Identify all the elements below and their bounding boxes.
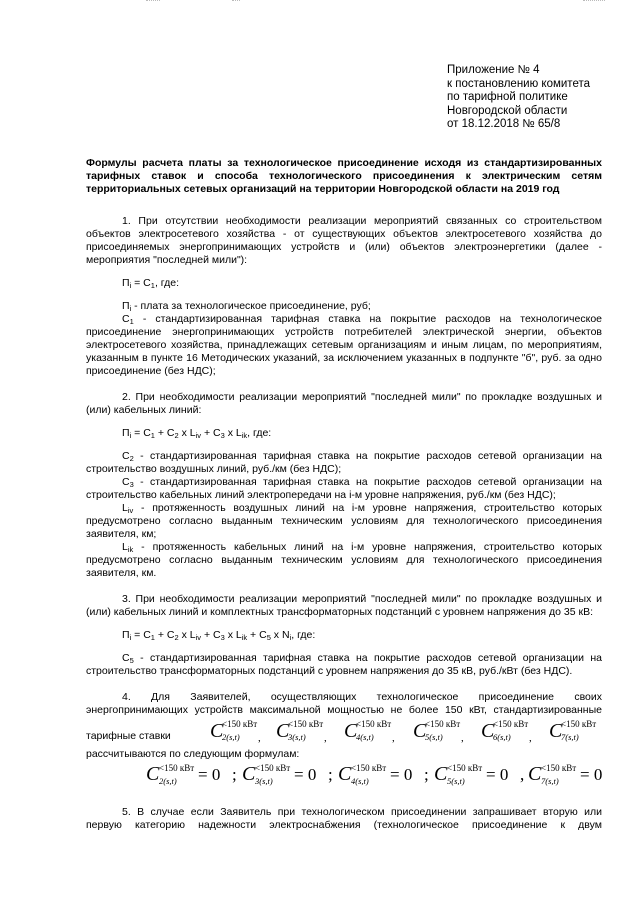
appendix-line: Новгородской области: [447, 104, 568, 117]
tariff-rates-row: [86, 720, 602, 748]
scan-top-marks: [0, 0, 640, 4]
formula-c7-zero: С <150 кВт 7(s,t) = 0: [528, 763, 603, 786]
definition-c5: $С_5$ - стандартизированная тарифная ставка на покрытие расходов сетевой организации на строительство трансформаторных подстанций с уровнем напряжения до 35 кВ, руб./кВт (без НДС).: [86, 652, 602, 677]
appendix-line: к постановлению комитета: [447, 77, 590, 90]
formula-c5-zero: С <150 кВт 5(s,t) = 0 ,: [434, 763, 525, 786]
formula-c3-zero: С <150 кВт 3(s,t) = 0 ;: [242, 763, 333, 786]
definition-c3: $С_3$ - стандартизированная тарифная ставка на покрытие расходов сетевой организации на строительство кабельных линий электропередачи на i-м уровне напряжения, руб./км (без НДС);: [86, 476, 602, 501]
appendix-line: Приложение № 4: [447, 64, 540, 76]
formula-3: $П_i = С_1 + С_2$ x $L_{iv} + С_3$ x $L_{ik} + С_5$ x $N_i$, где:: [122, 629, 316, 642]
tariff-c2-symbol: С <150 кВт 2(s,t) ,: [210, 719, 261, 744]
definition-c1: $С_1$ - стандартизированная тарифная ставка на покрытие расходов на технологическое присоединение энергопринимающих устройств потребителей электрической энергии, объектов электросетевого хозяйства, принадлежащих сетевым организациям и иным лицам, по мероприятиям, указанным в пункте 16 Методических указаний, за исключением указанных в подпункте "б", руб. за одно присоединение (без НДС);: [86, 313, 602, 377]
document-title: Формулы расчета платы за технологическое присоединение исходя из стандартизированных тарифных ставок и способа технологического присоединения к электрическим сетям территориальных сетевых организаций на территории Новгородской области на 2019 год: [86, 157, 602, 196]
definition-liv: $L_{iv}$ - протяженность воздушных линий на i-м уровне напряжения, строительство которых предусмотрено согласно выданным техническим условиям для технологического присоединения заявителя, км;: [86, 502, 602, 540]
tariff-rates-label: тарифные ставки: [86, 730, 171, 742]
appendix-line: по тарифной политике: [447, 91, 568, 103]
definition-lik: $L_{ik}$ - протяженность кабельных линий на i-м уровне напряжения, строительство которых предусмотрено согласно выданным техническим условиям для технологического присоединения заявителя, км.: [86, 541, 602, 579]
appendix-line: от 18.12.2018 № 65/8: [447, 118, 561, 130]
zero-formulas-row: [86, 763, 602, 793]
definition-p: $П_i$ - плата за технологическое присоединение, руб;: [122, 300, 371, 313]
formula-c4-zero: С <150 кВт 4(s,t) = 0 ;: [338, 763, 429, 786]
tariff-c6-symbol: С <150 кВт 6(s,t) ,: [481, 719, 532, 744]
tariff-c5-symbol: С <150 кВт 5(s,t) ,: [413, 719, 464, 744]
section-4-intro: 4. Для Заявителей, осуществляющих технологическое присоединение своих энергопринимающих устройств максимальной мощностью не более 150 кВт, стандартизированные: [86, 691, 602, 716]
section-4-calc: рассчитываются по следующим формулам:: [86, 748, 300, 760]
appendix-header: [447, 64, 607, 132]
formula-c2-zero: С <150 кВт 2(s,t) = 0 ;: [146, 763, 237, 786]
definition-c2: $С_2$ - стандартизированная тарифная ставка на покрытие расходов сетевой организации на строительство воздушных линий, руб./км (без НДС);: [86, 450, 602, 475]
section-5-intro: 5. В случае если Заявитель при технологическом присоединении запрашивает вторую или первую категорию надежности электроснабжения (технологическое присоединение к двум: [86, 806, 602, 831]
tariff-c7-symbol: С <150 кВт 7(s,t): [549, 719, 597, 742]
section-3-intro: 3. При необходимости реализации мероприятий "последней мили" по прокладке воздушных и (или) кабельных линий и комплектных трансформаторных подстанций с уровнем напряжения до 35 кВ:: [86, 593, 602, 618]
section-2-intro: 2. При необходимости реализации мероприятий "последней мили" по прокладке воздушных и (или) кабельных линий:: [86, 391, 602, 416]
formula-2: $П_i = С_1 + С_2$ x $L_{iv} + С_3$ x $L_{ik}$, где:: [122, 427, 272, 440]
document-body: [86, 215, 602, 832]
formula-1: $П_i = С_1$, где:: [122, 277, 180, 290]
tariff-c4-symbol: С <150 кВт 4(s,t) ,: [344, 719, 395, 744]
section-1-intro: 1. При отсутствии необходимости реализации мероприятий связанных со строительством объектов электросетевого хозяйства - от существующих объектов электросетевого хозяйства до присоединяемых энергопринимающих устройств и (или) объектов электроэнергетики (далее - мероприятия "последней мили"):: [86, 215, 602, 266]
tariff-c3-symbol: С <150 кВт 3(s,t) ,: [276, 719, 327, 744]
